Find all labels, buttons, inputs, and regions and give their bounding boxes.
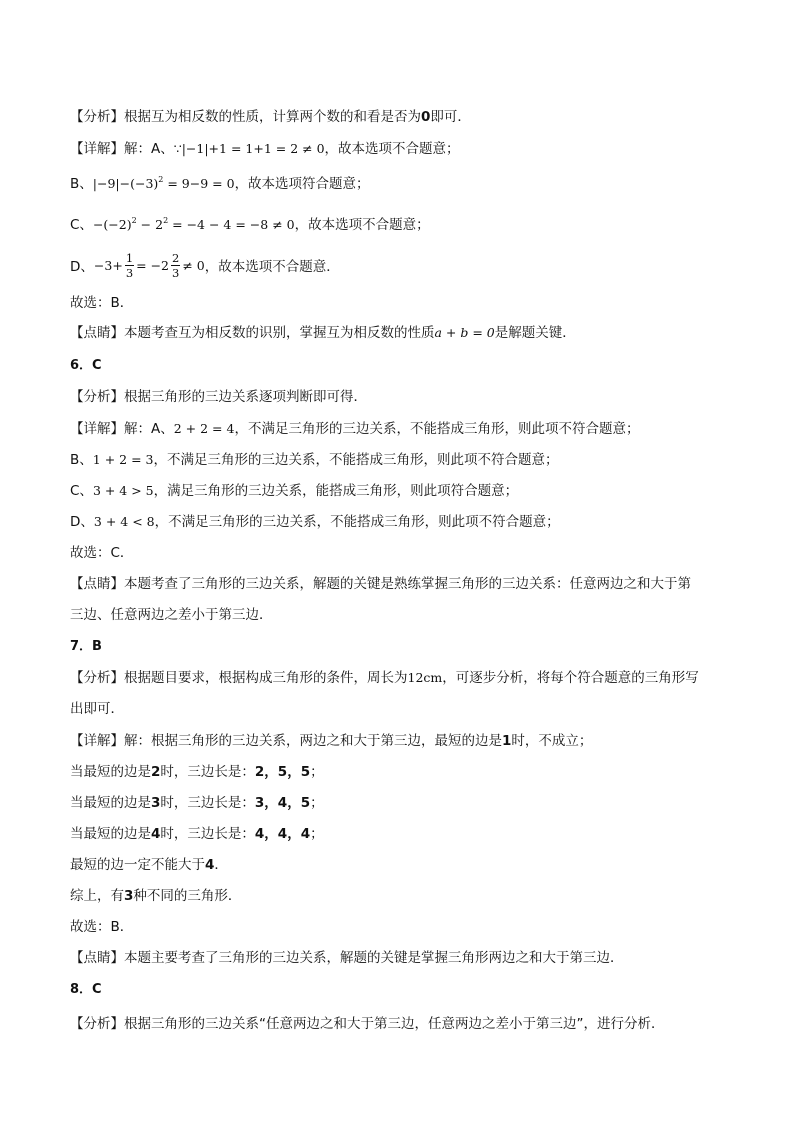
option-b-math-2: = 9−9 = 0 [163, 176, 235, 191]
q5-option-d [70, 245, 754, 285]
option-b-label: B、 [70, 452, 93, 468]
comment-text: 本题主要考查了三角形的三边关系，解题的关键是掌握三角形两边之和大于第三边． [124, 950, 624, 966]
option-d-math: 3 + 4 < 8 [93, 514, 155, 529]
option-d-fraction-2 [171, 251, 180, 280]
option-b-math-1: |−9|−(−3) [92, 176, 159, 191]
analysis-end: 即可． [430, 109, 471, 125]
case-text-b: 时，三边长是： [160, 795, 255, 811]
option-c-math: 3 + 4 > 5 [92, 483, 154, 498]
option-c-math-1: −(−2) [92, 217, 132, 232]
q5-choose: 故选：B． [70, 295, 134, 311]
q6-comment-line-2: 三边、任意两边之差小于第三边． [70, 607, 273, 623]
q6-detail-a [70, 417, 754, 437]
q7-analysis-line-2: 出即可． [70, 701, 124, 717]
option-b-math: 1 + 2 = 3 [92, 452, 154, 467]
case-text-a: 当最短的边是 [70, 826, 151, 842]
q6-choose: 故选：C． [70, 545, 134, 561]
comment-text: 本题考查了三角形的三边关系，解题的关键是熟练掌握三角形的三边关系：任意两边之和大于第 [124, 576, 691, 592]
option-c-label: C、 [70, 483, 93, 499]
option-b-label: B、 [70, 176, 93, 192]
comment-tag: 【点睛】 [70, 950, 124, 966]
analysis-text-a: 根据题目要求，根据构成三角形的条件，周长为 [124, 670, 408, 686]
option-c-exponent-1: 2 [131, 216, 137, 225]
summary-text-a: 综上，有 [70, 888, 124, 904]
q5-detail-a [70, 137, 754, 157]
case-number: 3 [151, 795, 161, 811]
detail-tag: 【详解】 [70, 733, 124, 749]
case-text-b: 时，三边长是： [160, 826, 255, 842]
semicolon: ； [310, 795, 324, 811]
analysis-tag: 【分析】 [70, 389, 124, 405]
q7-choose: 故选：B． [70, 919, 134, 935]
limit-end: ． [214, 857, 228, 873]
option-d-math-2: = −2 [136, 257, 170, 273]
option-b-text: ，故本选项符合题意； [234, 176, 370, 192]
summary-text-b: 种不同的三角形． [133, 888, 242, 904]
q7-case-2 [70, 760, 754, 780]
q7-case-4 [70, 822, 754, 842]
analysis-tag: 【分析】 [70, 670, 124, 686]
analysis-tag: 【分析】 [70, 1016, 124, 1032]
option-c-math-3: = −4 − 4 = −8 ≠ 0 [168, 217, 295, 232]
case-text-b: 时，三边长是： [160, 764, 255, 780]
comment-math: a + b = 0 [434, 325, 495, 340]
fraction-numerator: 2 [172, 250, 180, 265]
q6-option-b [70, 448, 754, 468]
option-c-exponent-2: 2 [163, 216, 169, 225]
fraction-denominator: 3 [125, 265, 134, 280]
option-a-math: ∵|−1|+1 = 1+1 = 2 ≠ 0 [173, 141, 325, 156]
comment-tag: 【点睛】 [70, 325, 124, 341]
fraction-numerator: 1 [125, 250, 134, 265]
option-b-text: ，不满足三角形的三边关系，不能搭成三角形，则此项不符合题意； [153, 452, 559, 468]
option-d-text: ，故本选项不合题意． [204, 259, 340, 275]
detail-tag: 【详解】 [70, 421, 124, 437]
semicolon: ； [310, 826, 324, 842]
fraction-denominator: 3 [172, 265, 180, 280]
option-c-math-2: − 2 [136, 217, 164, 232]
limit-number: 4 [205, 857, 215, 873]
analysis-text-b: ，可逐步分析，将每个符合题意的三角形写 [442, 670, 699, 686]
option-c-text: ，故本选项不合题意； [294, 217, 430, 233]
q5-option-b [70, 172, 754, 192]
perimeter-math: 12cm [407, 670, 443, 685]
option-d-math-1: −3+ [93, 257, 123, 273]
detail-intro: 解：A、 [124, 141, 174, 157]
q6-comment-line-1 [70, 572, 754, 592]
analysis-text: 根据互为相反数的性质，计算两个数的和看是否为 [124, 109, 421, 125]
analysis-text: 根据三角形的三边关系“任意两边之和大于第三边，任意两边之差小于第三边”，进行分析． [124, 1016, 665, 1032]
q8-number: 8．C [70, 982, 102, 997]
option-c-label: C、 [70, 217, 93, 233]
option-a-text: ，不满足三角形的三边关系，不能搭成三角形，则此项不符合题意； [234, 421, 640, 437]
option-d-math-3: ≠ 0 [182, 257, 205, 273]
case-values: 3，4，5 [254, 795, 311, 811]
q7-detail [70, 729, 754, 749]
option-b-exponent: 2 [158, 175, 164, 184]
analysis-zero: 0 [421, 109, 431, 125]
case-values: 4，4，4 [254, 826, 311, 842]
case-text-a: 当最短的边是 [70, 764, 151, 780]
detail-text-a: 解：根据三角形的三边关系，两边之和大于第三边，最短的边是 [124, 733, 502, 749]
option-d-label: D、 [70, 259, 94, 275]
analysis-text: 根据三角形的三边关系逐项判断即可得． [124, 389, 367, 405]
q8-analysis [70, 1012, 754, 1032]
detail-tag: 【详解】 [70, 141, 124, 157]
q7-analysis-line-1 [70, 666, 754, 686]
case-number: 4 [151, 826, 161, 842]
summary-number: 3 [124, 888, 134, 904]
q5-analysis [70, 105, 754, 125]
comment-text-2: 是解题关键． [494, 325, 576, 341]
detail-one: 1 [502, 733, 512, 749]
detail-text-b: 时，不成立； [511, 733, 593, 749]
option-c-text: ，满足三角形的三边关系，能搭成三角形，则此项符合题意； [153, 483, 519, 499]
q5-comment [70, 321, 754, 341]
option-d-fraction-1 [125, 251, 134, 280]
comment-text-1: 本题考查互为相反数的识别，掌握互为相反数的性质 [124, 325, 435, 341]
option-d-label: D、 [70, 514, 94, 530]
option-a-text: ，故本选项不合题意； [324, 141, 460, 157]
q6-option-c [70, 479, 754, 499]
analysis-tag: 【分析】 [70, 109, 124, 125]
comment-tag: 【点睛】 [70, 576, 124, 592]
case-values: 2，5，5 [254, 764, 311, 780]
detail-intro: 解：A、 [124, 421, 174, 437]
q6-number: 6．C [70, 358, 102, 373]
q7-number: 7．B [70, 639, 102, 654]
q5-option-c [70, 213, 754, 233]
case-text-a: 当最短的边是 [70, 795, 151, 811]
limit-text: 最短的边一定不能大于 [70, 857, 205, 873]
q6-option-d [70, 510, 754, 530]
q7-comment [70, 946, 754, 966]
option-a-math: 2 + 2 = 4 [173, 421, 235, 436]
q6-analysis [70, 385, 754, 405]
case-number: 2 [151, 764, 161, 780]
q7-summary [70, 884, 754, 904]
q7-limit [70, 853, 754, 873]
semicolon: ； [310, 764, 324, 780]
option-d-text: ，不满足三角形的三边关系，不能搭成三角形，则此项不符合题意； [154, 514, 560, 530]
q7-case-3 [70, 791, 754, 811]
